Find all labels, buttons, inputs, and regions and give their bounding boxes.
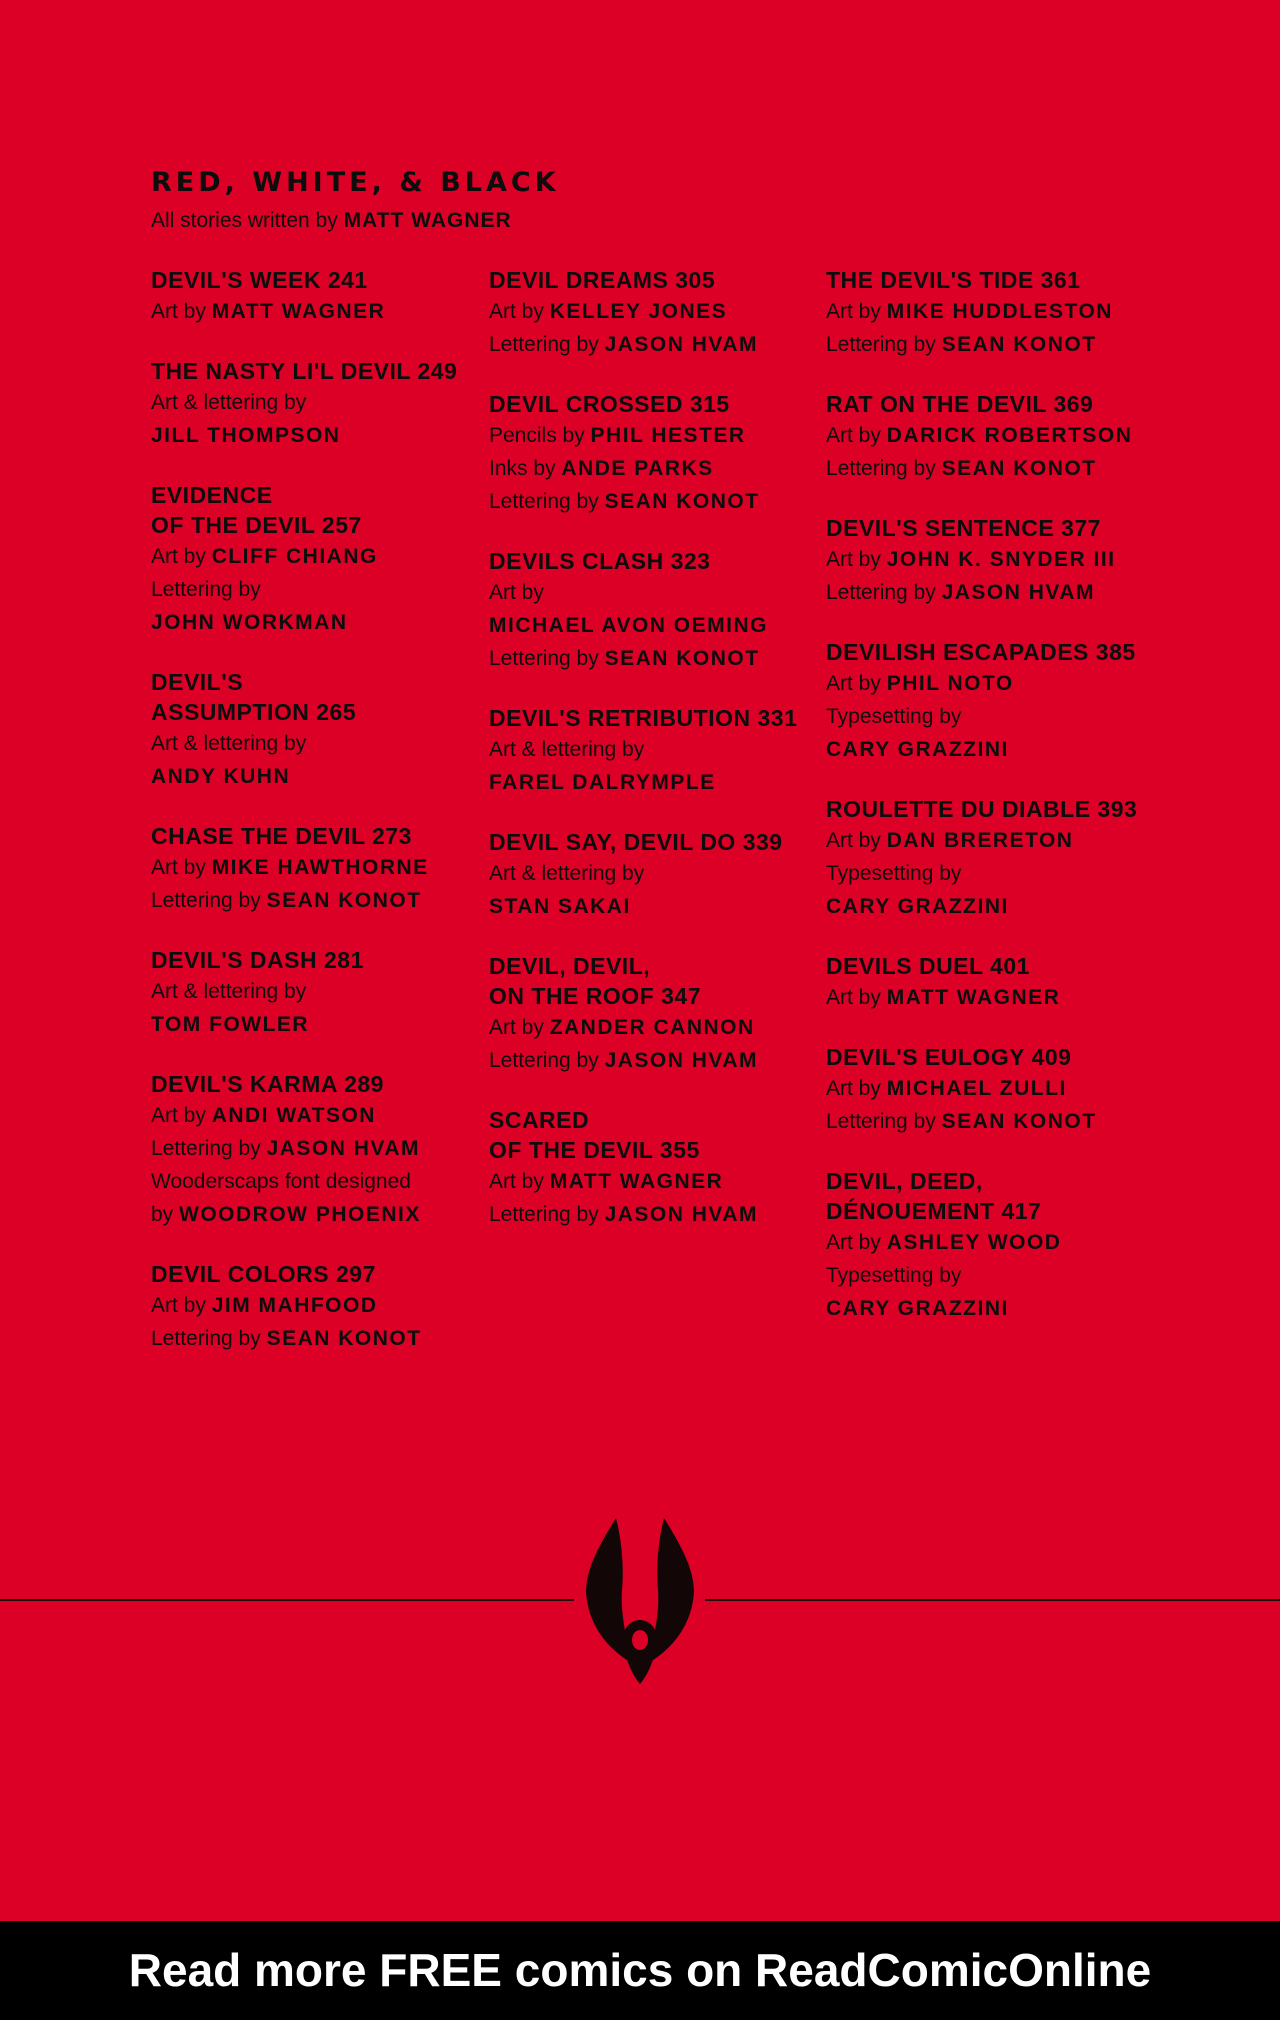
story-title: RAT ON THE DEVIL 369 — [826, 391, 1094, 417]
credit-role: Art by — [826, 986, 887, 1009]
credit-line — [151, 1008, 481, 1041]
credit-role: Pencils by — [489, 424, 591, 447]
credit-role: Art by — [826, 672, 887, 695]
credit-role: Art by — [489, 300, 550, 323]
credit-role: Lettering by — [151, 1327, 267, 1350]
credit-line — [489, 642, 819, 675]
story-title: CHASE THE DEVIL 273 — [151, 823, 412, 849]
credit-role: Art by — [489, 1016, 550, 1039]
credit-line — [826, 1292, 1156, 1325]
story-title: DEVIL'S SENTENCE 377 — [826, 515, 1101, 541]
credit-name: ANDY KUHN — [151, 765, 291, 788]
credit-role: Inks by — [489, 457, 562, 480]
credit-line — [489, 485, 819, 518]
credit-role: Lettering by — [151, 889, 267, 912]
story-column-3 — [826, 265, 1156, 1353]
devil-mask-icon — [578, 1512, 702, 1688]
credit-line — [489, 609, 819, 642]
story-entry — [489, 389, 819, 518]
credit-name: CLIFF CHIANG — [211, 545, 378, 568]
credit-name: TOM FOWLER — [151, 1013, 310, 1036]
credit-line — [151, 295, 481, 328]
credit-name: JOHN K. SNYDER III — [886, 548, 1116, 571]
footer-banner — [0, 1921, 1280, 2020]
story-title: DEVIL'S EULOGY 409 — [826, 1044, 1072, 1070]
story-title: DEVIL SAY, DEVIL DO 339 — [489, 829, 783, 855]
credit-line — [151, 386, 481, 419]
credit-name: MATT WAGNER — [549, 1170, 724, 1193]
credit-name: MATT WAGNER — [211, 300, 386, 323]
credit-line — [826, 700, 1156, 733]
story-entry — [151, 667, 481, 793]
credit-line — [489, 1044, 819, 1077]
credit-line — [151, 1132, 481, 1165]
writer-credit-label: All stories written by — [151, 209, 344, 232]
story-entry — [826, 1166, 1156, 1325]
credit-role: Wooderscaps font designed — [151, 1170, 411, 1193]
credit-name: JASON HVAM — [266, 1137, 421, 1160]
credit-role: Art by — [151, 300, 212, 323]
credit-line — [151, 1165, 481, 1198]
credit-name: ANDI WATSON — [211, 1104, 376, 1127]
writer-credit — [151, 206, 560, 236]
story-title: DEVIL'S KARMA 289 — [151, 1071, 384, 1097]
credit-name: JASON HVAM — [604, 333, 759, 356]
credit-name: JIM MAHFOOD — [211, 1294, 378, 1317]
credit-name: ZANDER CANNON — [549, 1016, 755, 1039]
story-entry — [826, 513, 1156, 609]
credit-role: Lettering by — [151, 578, 261, 601]
credit-line — [826, 419, 1156, 452]
story-title: SCARED OF THE DEVIL 355 — [489, 1107, 700, 1163]
credit-line — [489, 733, 819, 766]
story-title: DEVILISH ESCAPADES 385 — [826, 639, 1136, 665]
credit-name: DAN BRERETON — [886, 829, 1074, 852]
credit-role: Art by — [826, 1231, 887, 1254]
credit-name: MATT WAGNER — [886, 986, 1061, 1009]
credit-line — [489, 295, 819, 328]
credit-name: MIKE HUDDLESTON — [886, 300, 1113, 323]
story-title: DEVILS DUEL 401 — [826, 953, 1030, 979]
credit-role: Art by — [826, 548, 887, 571]
credit-line — [151, 884, 481, 917]
credit-role: Art by — [151, 545, 212, 568]
story-entry — [826, 389, 1156, 485]
story-title: DEVIL'S ASSUMPTION 265 — [151, 669, 357, 725]
story-entry — [151, 945, 481, 1041]
credit-line — [826, 452, 1156, 485]
credit-line — [489, 419, 819, 452]
credit-name: JASON HVAM — [604, 1049, 759, 1072]
credit-line — [151, 1198, 481, 1231]
credit-line — [489, 766, 819, 799]
credit-name: FAREL DALRYMPLE — [489, 771, 716, 794]
story-entry — [826, 265, 1156, 361]
credit-line — [826, 1259, 1156, 1292]
credit-role: Art & lettering by — [489, 738, 645, 761]
credit-role: Art & lettering by — [151, 732, 307, 755]
credit-role: Lettering by — [489, 647, 605, 670]
story-title: DEVIL DREAMS 305 — [489, 267, 716, 293]
section-title: RED, WHITE, & BLACK — [151, 167, 560, 198]
credit-name: CARY GRAZZINI — [826, 895, 1009, 918]
story-entry — [489, 951, 819, 1077]
credit-line — [826, 1105, 1156, 1138]
credit-role: Art by — [826, 1077, 887, 1100]
story-title: DEVIL'S RETRIBUTION 331 — [489, 705, 798, 731]
story-entry — [151, 265, 481, 328]
credit-role: Lettering by — [489, 1203, 605, 1226]
credit-line — [489, 857, 819, 890]
credit-name: JOHN WORKMAN — [151, 611, 348, 634]
story-title: DEVIL'S WEEK 241 — [151, 267, 368, 293]
credit-role: Art by — [489, 1170, 550, 1193]
credit-name: WOODROW PHOENIX — [179, 1203, 421, 1226]
credit-line — [489, 1011, 819, 1044]
credit-role: Art by — [151, 1104, 212, 1127]
credit-name: SEAN KONOT — [604, 647, 760, 670]
story-title: DEVIL, DEED, DÉNOUEMENT 417 — [826, 1168, 1042, 1224]
credit-role: Lettering by — [826, 581, 942, 604]
credit-line — [151, 573, 481, 606]
credit-name: SEAN KONOT — [266, 889, 422, 912]
credit-line — [826, 1226, 1156, 1259]
credit-line — [489, 1165, 819, 1198]
story-entry — [489, 1105, 819, 1231]
credit-line — [151, 419, 481, 452]
story-entry — [151, 1069, 481, 1231]
credit-line — [826, 857, 1156, 890]
credit-line — [151, 540, 481, 573]
footer-text: Read more FREE comics on ReadComicOnline — [128, 1944, 1152, 1996]
story-column-1 — [151, 265, 481, 1383]
story-title: DEVIL COLORS 297 — [151, 1261, 376, 1287]
story-entry — [826, 951, 1156, 1014]
credit-role: by — [151, 1203, 180, 1226]
divider-line-left — [0, 1599, 574, 1601]
story-title: EVIDENCE OF THE DEVIL 257 — [151, 482, 362, 538]
story-entry — [151, 821, 481, 917]
credit-role: Lettering by — [826, 1110, 942, 1133]
story-entry — [489, 827, 819, 923]
credit-line — [826, 667, 1156, 700]
credit-name: PHIL HESTER — [590, 424, 746, 447]
story-title: ROULETTE DU DIABLE 393 — [826, 796, 1138, 822]
credit-name: JILL THOMPSON — [151, 424, 341, 447]
credit-line — [826, 1072, 1156, 1105]
credit-line — [151, 975, 481, 1008]
story-title: DEVIL CROSSED 315 — [489, 391, 730, 417]
credit-line — [489, 1198, 819, 1231]
credit-name: JASON HVAM — [604, 1203, 759, 1226]
writer-name: MATT WAGNER — [343, 209, 512, 232]
credit-role: Art & lettering by — [489, 862, 645, 885]
credit-role: Lettering by — [826, 333, 942, 356]
credit-role: Art & lettering by — [151, 980, 307, 1003]
credit-role: Typesetting by — [826, 862, 962, 885]
story-entry — [826, 794, 1156, 923]
credit-name: SEAN KONOT — [604, 490, 760, 513]
story-title: THE DEVIL'S TIDE 361 — [826, 267, 1081, 293]
credit-name: SEAN KONOT — [941, 333, 1097, 356]
credit-role: Lettering by — [489, 490, 605, 513]
credit-line — [489, 328, 819, 361]
credit-role: Typesetting by — [826, 1264, 962, 1287]
credit-name: JASON HVAM — [941, 581, 1096, 604]
story-entry — [489, 265, 819, 361]
credit-line — [151, 1099, 481, 1132]
story-title: DEVIL'S DASH 281 — [151, 947, 364, 973]
credit-name: KELLEY JONES — [549, 300, 728, 323]
credit-role: Art & lettering by — [151, 391, 307, 414]
credit-name: MICHAEL AVON OEMING — [489, 614, 768, 637]
credit-role: Art by — [826, 424, 887, 447]
credit-line — [826, 576, 1156, 609]
contents-heading — [151, 166, 560, 236]
credit-line — [826, 824, 1156, 857]
credit-role: Art by — [826, 829, 887, 852]
credit-role: Lettering by — [826, 457, 942, 480]
credit-name: PHIL NOTO — [886, 672, 1014, 695]
story-entry — [151, 356, 481, 452]
credit-name: CARY GRAZZINI — [826, 1297, 1009, 1320]
story-entry — [489, 703, 819, 799]
credit-line — [151, 1322, 481, 1355]
credit-line — [151, 727, 481, 760]
credit-line — [151, 1289, 481, 1322]
credit-role: Lettering by — [489, 333, 605, 356]
credit-role: Art by — [151, 1294, 212, 1317]
credit-line — [489, 452, 819, 485]
credit-line — [151, 606, 481, 639]
credit-name: ASHLEY WOOD — [886, 1231, 1062, 1254]
story-title: THE NASTY LI'L DEVIL 249 — [151, 358, 458, 384]
story-entry — [151, 1259, 481, 1355]
story-column-2 — [489, 265, 819, 1259]
story-title: DEVILS CLASH 323 — [489, 548, 711, 574]
credit-name: SEAN KONOT — [941, 1110, 1097, 1133]
credit-line — [826, 981, 1156, 1014]
credit-name: SEAN KONOT — [266, 1327, 422, 1350]
story-entry — [489, 546, 819, 675]
credit-line — [826, 295, 1156, 328]
credit-role: Art by — [489, 581, 544, 604]
credit-role: Art by — [151, 856, 212, 879]
credit-name: ANDE PARKS — [561, 457, 714, 480]
credit-line — [489, 890, 819, 923]
credit-role: Lettering by — [151, 1137, 267, 1160]
credit-line — [826, 733, 1156, 766]
credit-line — [489, 576, 819, 609]
credit-role: Typesetting by — [826, 705, 962, 728]
divider-line-right — [705, 1599, 1280, 1601]
credit-name: SEAN KONOT — [941, 457, 1097, 480]
credit-line — [826, 543, 1156, 576]
credit-line — [151, 760, 481, 793]
credit-line — [826, 890, 1156, 923]
story-entry — [826, 637, 1156, 766]
credit-role: Art by — [826, 300, 887, 323]
credit-name: MICHAEL ZULLI — [886, 1077, 1067, 1100]
story-title: DEVIL, DEVIL, ON THE ROOF 347 — [489, 953, 701, 1009]
credit-line — [151, 851, 481, 884]
credit-name: STAN SAKAI — [489, 895, 631, 918]
credit-line — [826, 328, 1156, 361]
credit-name: MIKE HAWTHORNE — [211, 856, 429, 879]
story-entry — [826, 1042, 1156, 1138]
story-entry — [151, 480, 481, 639]
credit-name: CARY GRAZZINI — [826, 738, 1009, 761]
credit-name: DARICK ROBERTSON — [886, 424, 1133, 447]
credit-role: Lettering by — [489, 1049, 605, 1072]
